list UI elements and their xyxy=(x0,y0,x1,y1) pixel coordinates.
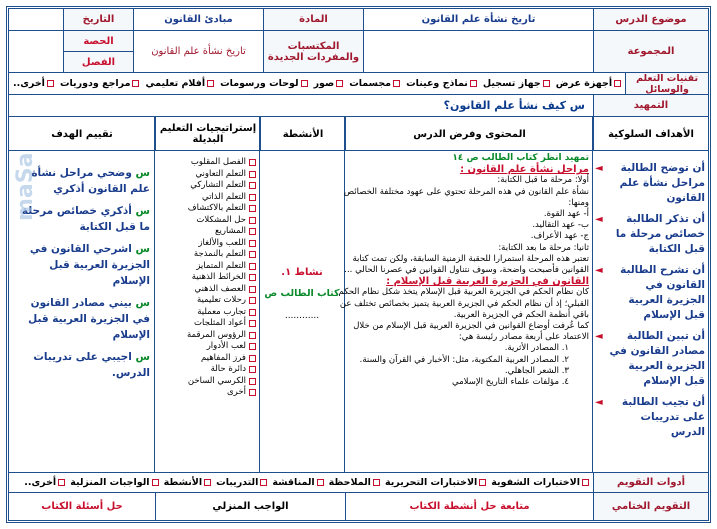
assessment-label: الاختبارات الشفوية xyxy=(491,477,580,488)
checkbox[interactable] xyxy=(152,479,159,486)
content-line: نشأة علم القانون في هذه المرحلة تحتوي على عهود مختلفة الخصائص xyxy=(343,186,589,197)
objective-item xyxy=(595,263,705,323)
activity-ref: كتاب الطالب ص xyxy=(264,288,340,299)
subject-label: المادة xyxy=(263,9,363,30)
objective-text: أن تجيب الطالبة على تدريبات الدرس xyxy=(621,396,705,438)
checkbox[interactable] xyxy=(249,274,256,281)
checkbox[interactable] xyxy=(249,263,256,270)
intro-question: س كيف نشأ علم القانون؟ xyxy=(443,99,585,112)
strategy-option[interactable] xyxy=(158,180,256,192)
checkbox[interactable] xyxy=(249,378,256,385)
evaluation-text: اجيبي على تدريبات الدرس. xyxy=(33,351,150,379)
strategy-option[interactable] xyxy=(158,284,256,296)
final-book-activities: متابعة حل أنشطة الكتاب xyxy=(345,493,593,520)
strategy-option[interactable] xyxy=(158,157,256,169)
evaluation-text: وضحي مراحل نشأة علم القانون أذكري xyxy=(31,167,150,195)
strategy-label: التعلم المتمايز xyxy=(196,260,246,271)
checkbox[interactable] xyxy=(393,80,400,87)
topic-label: موضوع الدرس xyxy=(593,9,708,30)
strategy-label: اللعب والألغاز xyxy=(198,237,246,248)
strategy-option[interactable] xyxy=(158,215,256,227)
strategy-label: العصف الذهني xyxy=(194,283,246,294)
final-label: التقويم الختامي xyxy=(593,493,708,520)
objective-text: أن توضح الطالبة مراحل نشأة علم القانون xyxy=(619,162,705,204)
evaluation-item xyxy=(12,349,150,381)
strategy-label: الكرسي الساخن xyxy=(187,375,246,386)
checkbox[interactable] xyxy=(249,366,256,373)
col-evaluation: تقييم الهدف xyxy=(51,128,113,140)
strategy-label: التعلم التشاركي xyxy=(190,180,246,190)
checkbox[interactable] xyxy=(249,297,256,304)
assessment-row xyxy=(9,473,708,493)
activity-dots: ............ xyxy=(284,311,320,321)
assessment-label: الملاحظة xyxy=(328,477,371,488)
strategy-option[interactable] xyxy=(158,238,256,250)
objective-item xyxy=(595,161,705,206)
strategy-option[interactable] xyxy=(158,341,256,353)
arrow-icon: ◄ xyxy=(595,397,603,408)
header-row-2 xyxy=(9,31,708,73)
assessment-label: المناقشة xyxy=(272,477,315,488)
strategy-label: دائرة حالة xyxy=(210,364,246,374)
checkbox[interactable] xyxy=(249,389,256,396)
lesson-plan-frame xyxy=(6,6,711,523)
tool-label: صور xyxy=(313,78,335,89)
content-line: القبلي؛ إذ أن نظام الحكم في الجزيرة العربية يتميز بخصائص تختلف عن xyxy=(339,298,589,309)
checkbox[interactable] xyxy=(249,320,256,327)
arrow-icon: ◄ xyxy=(595,214,603,225)
strategy-option[interactable] xyxy=(158,353,256,365)
assessment-option[interactable] xyxy=(385,477,486,488)
checkbox[interactable] xyxy=(249,332,256,339)
strategy-label: الخرائط الذهنية xyxy=(191,272,246,282)
strategy-label: الرؤوس المرقمة xyxy=(186,329,246,340)
checkbox[interactable] xyxy=(207,80,214,87)
subject-value: مبادئ القانون xyxy=(133,9,263,30)
period-label: الحصة xyxy=(64,31,133,52)
strategy-label: أعواد المثلجات xyxy=(194,318,246,328)
strategy-label: المشاريع xyxy=(214,226,246,236)
content-line: كما عُرفت أوضاع القوانين في الجزيرة العربية قبل الإسلام من خلال xyxy=(353,321,589,332)
strategy-option[interactable] xyxy=(158,295,256,307)
assessment-label: أدوات التقويم xyxy=(593,473,708,492)
strategy-label: التعلم الذاتي xyxy=(201,191,246,202)
content-sources xyxy=(349,343,589,388)
strategy-label: أخرى xyxy=(227,387,246,397)
tool-option[interactable] xyxy=(220,78,307,89)
strategy-option[interactable] xyxy=(158,387,256,399)
assessment-option[interactable] xyxy=(491,477,589,488)
tool-option[interactable] xyxy=(60,78,140,89)
question-marker: س xyxy=(131,351,150,363)
evaluation-text: اشرحي القانون في الجزيرة العربية قبل الإسلام xyxy=(29,243,150,287)
checkbox[interactable] xyxy=(58,479,65,486)
tool-label: نماذج وعينات xyxy=(406,78,468,89)
content-heading-2: القانون في الجزيرة العربية قبل الإسلام : xyxy=(386,276,589,288)
checkbox[interactable] xyxy=(470,80,477,87)
content-line: باقي أنظمة الحكم في الجزيرة العربية. xyxy=(453,309,589,320)
strategy-label: التعلم بالنمذجة xyxy=(193,249,246,259)
strategy-option[interactable] xyxy=(158,307,256,319)
header-row-1 xyxy=(9,9,708,31)
date-value xyxy=(9,9,63,30)
tool-label: أجهزة عرض xyxy=(555,78,613,89)
content-line: ١. المصادر الأثرية. xyxy=(504,343,569,354)
final-row xyxy=(9,493,708,520)
question-marker: س xyxy=(131,297,150,309)
content-line: ٢. المصادر العربية المكتوبة، مثل: الأخبار في القرآن والسنة. xyxy=(359,354,569,365)
content-line: ج- عهد الأعراف. xyxy=(530,231,589,242)
group-value xyxy=(363,31,593,72)
checkbox[interactable] xyxy=(249,355,256,362)
strategy-option[interactable] xyxy=(158,192,256,204)
assessment-option[interactable] xyxy=(70,477,158,488)
checkbox[interactable] xyxy=(249,171,256,178)
intro-label: التمهيد xyxy=(593,95,708,116)
strategy-option[interactable] xyxy=(158,226,256,238)
objective-text: أن تشرح الطالبة القانون في الجزيرة العربية قبل الإسلام xyxy=(620,264,705,321)
strategy-label: حل المشكلات xyxy=(196,214,246,225)
tools-list xyxy=(9,78,625,89)
main-body xyxy=(9,117,708,473)
checkbox[interactable] xyxy=(132,80,139,87)
checkbox[interactable] xyxy=(249,286,256,293)
tool-option[interactable] xyxy=(349,78,400,89)
strategy-option[interactable] xyxy=(158,330,256,342)
tools-label: تقنيات التعلم والوسائل xyxy=(625,73,708,94)
assessment-option[interactable] xyxy=(24,477,65,488)
checkbox[interactable] xyxy=(249,194,256,201)
strategy-label: فرز المفاهيم xyxy=(200,352,246,363)
activities-column xyxy=(261,267,343,472)
arrow-icon: ◄ xyxy=(595,265,603,276)
tool-option[interactable] xyxy=(314,78,344,89)
strategy-option[interactable] xyxy=(158,261,256,273)
content-line: ومنها: xyxy=(568,197,589,208)
final-book-questions: حل أسئلة الكتاب xyxy=(41,501,123,512)
strategy-label: التعلم التعاوني xyxy=(195,168,246,179)
vocab-value: تاريخ نشأة علم القانون xyxy=(133,31,263,72)
tool-label: أخرى.. xyxy=(13,78,45,89)
checkbox[interactable] xyxy=(614,80,621,87)
checkbox[interactable] xyxy=(249,251,256,258)
period-class-cell xyxy=(63,31,133,72)
assessment-option[interactable] xyxy=(272,477,323,488)
content-lines-1 xyxy=(343,175,589,276)
strategy-option[interactable] xyxy=(158,318,256,330)
content-line: كان نظام الحكم في الجزيرة العربية قبل الإسلام يتخذ شكل نظام الحكم xyxy=(338,287,589,298)
question-marker: س xyxy=(131,243,150,255)
question-marker: س xyxy=(131,205,150,217)
col-objectives: الأهداف السلوكية xyxy=(593,117,708,151)
strategy-option[interactable] xyxy=(158,272,256,284)
columns-header xyxy=(9,117,708,151)
objective-text: أن تذكر الطالبة خصائص مرحلة ما قبل الكتابة xyxy=(615,213,705,255)
checkbox[interactable] xyxy=(317,479,324,486)
assessment-option[interactable] xyxy=(164,477,212,488)
content-line: ثانيا: مرحلة ما بعد الكتابة: xyxy=(498,242,589,253)
objective-item xyxy=(595,395,705,440)
col-content: المحتوى وفرض الدرس xyxy=(345,117,593,151)
content-line: القوانين فأصبحت واضحة، وسوف نتناول القوانين في عصرنا الحالي ... xyxy=(344,265,589,276)
strategy-label: تجارب معملية xyxy=(197,306,246,317)
strategy-label: الفصل المقلوب xyxy=(190,157,246,167)
content-intro: تمهيد انظر كتاب الطالب ص ١٤ xyxy=(452,153,589,163)
content-line: أ- عهد القوة. xyxy=(543,209,589,220)
group-label: المجموعة xyxy=(593,31,708,72)
content-lines-2 xyxy=(338,287,589,343)
content-column xyxy=(338,153,589,472)
objectives-list xyxy=(595,155,705,472)
assessment-label: الأنشطة xyxy=(163,477,203,488)
objective-item xyxy=(595,212,705,257)
content-line: أولا: مرحلة ما قبل الكتابة: xyxy=(497,175,589,186)
final-homework: الواجب المنزلي xyxy=(155,493,345,520)
assessment-list xyxy=(9,477,593,488)
content-line: تعتبر هذه المرحلة استمرارا للحقبة الزمنية السابقة، ولكن تمت كتابة xyxy=(352,253,589,264)
tool-option[interactable] xyxy=(556,78,621,89)
checkbox[interactable] xyxy=(249,228,256,235)
strategy-option[interactable] xyxy=(158,376,256,388)
arrow-icon: ◄ xyxy=(595,331,603,342)
checkbox[interactable] xyxy=(249,240,256,247)
arrow-icon: ◄ xyxy=(595,163,603,174)
class-label: الفصل xyxy=(64,52,133,72)
tool-option[interactable] xyxy=(406,78,477,89)
tools-row xyxy=(9,73,708,95)
tool-option[interactable] xyxy=(483,78,550,89)
tool-label: لوحات ورسومات xyxy=(220,78,299,89)
tool-label: مجسمات xyxy=(349,78,392,89)
col-activities: الأنشطة xyxy=(260,117,345,151)
checkbox[interactable] xyxy=(301,80,308,87)
topic-value: تاريخ نشأة علم القانون xyxy=(363,9,593,30)
objective-text: أن تبين الطالبة مصادر القانون في الجزيرة العربية قبل الإسلام xyxy=(609,330,705,387)
content-heading-1: مراحل نشأة علم القانون : xyxy=(460,164,589,176)
tool-label: مراجع ودوريات xyxy=(59,78,131,89)
strategy-label: رحلات تعليمية xyxy=(196,295,246,305)
checkbox[interactable] xyxy=(249,159,256,166)
checkbox[interactable] xyxy=(336,80,343,87)
evaluation-text: بيني مصادر القانون في الجزيرة العربية قبل الإسلام xyxy=(28,297,150,341)
checkbox[interactable] xyxy=(204,479,211,486)
checkbox[interactable] xyxy=(249,309,256,316)
question-marker: س xyxy=(131,167,150,179)
assessment-label: الواجبات المنزلية xyxy=(70,477,150,488)
checkbox[interactable] xyxy=(249,217,256,224)
content-line: ب- عهد التقاليد. xyxy=(532,220,589,231)
strategy-option[interactable] xyxy=(158,364,256,376)
date-label: التاريخ xyxy=(63,9,133,30)
assessment-label: الاختبارات التحريرية xyxy=(384,477,478,488)
checkbox[interactable] xyxy=(582,479,589,486)
strategy-option[interactable] xyxy=(158,169,256,181)
tool-option[interactable] xyxy=(13,78,54,89)
assessment-option[interactable] xyxy=(329,477,380,488)
checkbox[interactable] xyxy=(47,80,54,87)
strategies-list xyxy=(158,157,256,472)
checkbox[interactable] xyxy=(373,479,380,486)
intro-row xyxy=(9,95,708,117)
objective-item xyxy=(595,329,705,389)
evaluation-text: أذكري خصائص مرحلة ما قبل الكتابة xyxy=(21,205,150,233)
vocab-label: المكتسبات والمفردات الجديدة xyxy=(263,31,363,72)
period-class-value xyxy=(9,31,63,72)
tool-label: أفلام تعليمي xyxy=(145,78,206,89)
checkbox[interactable] xyxy=(249,182,256,189)
checkbox[interactable] xyxy=(479,479,486,486)
assessment-option[interactable] xyxy=(216,477,267,488)
assessment-cell xyxy=(9,473,593,492)
tools-cell xyxy=(9,73,625,94)
checkbox[interactable] xyxy=(543,80,550,87)
tool-option[interactable] xyxy=(145,78,214,89)
assessment-label: أخرى.. xyxy=(24,477,57,488)
strategy-option[interactable] xyxy=(158,203,256,215)
content-line: ٤. مؤلفات علماء التاريخ الإسلامي xyxy=(451,377,569,388)
checkbox[interactable] xyxy=(249,343,256,350)
col-strategies: إستراتيجيات التعليم البديلة xyxy=(155,117,260,151)
content-line: ٣. الشعر الجاهلي. xyxy=(504,365,569,376)
checkbox[interactable] xyxy=(249,205,256,212)
tool-label: جهاز تسجيل xyxy=(482,78,541,89)
activity-title: نشاط ١. xyxy=(281,267,323,278)
assessment-label: التدريبات xyxy=(216,477,259,488)
strategy-option[interactable] xyxy=(158,249,256,261)
watermark: maSa xyxy=(13,153,38,222)
strategy-label: لعب الأدوار xyxy=(206,341,246,351)
strategy-label: التعلم بالاكتشاف xyxy=(187,203,246,213)
checkbox[interactable] xyxy=(260,479,267,486)
content-line: الاعتماد على أربعة مصادر رئيسة هي: xyxy=(458,332,589,343)
